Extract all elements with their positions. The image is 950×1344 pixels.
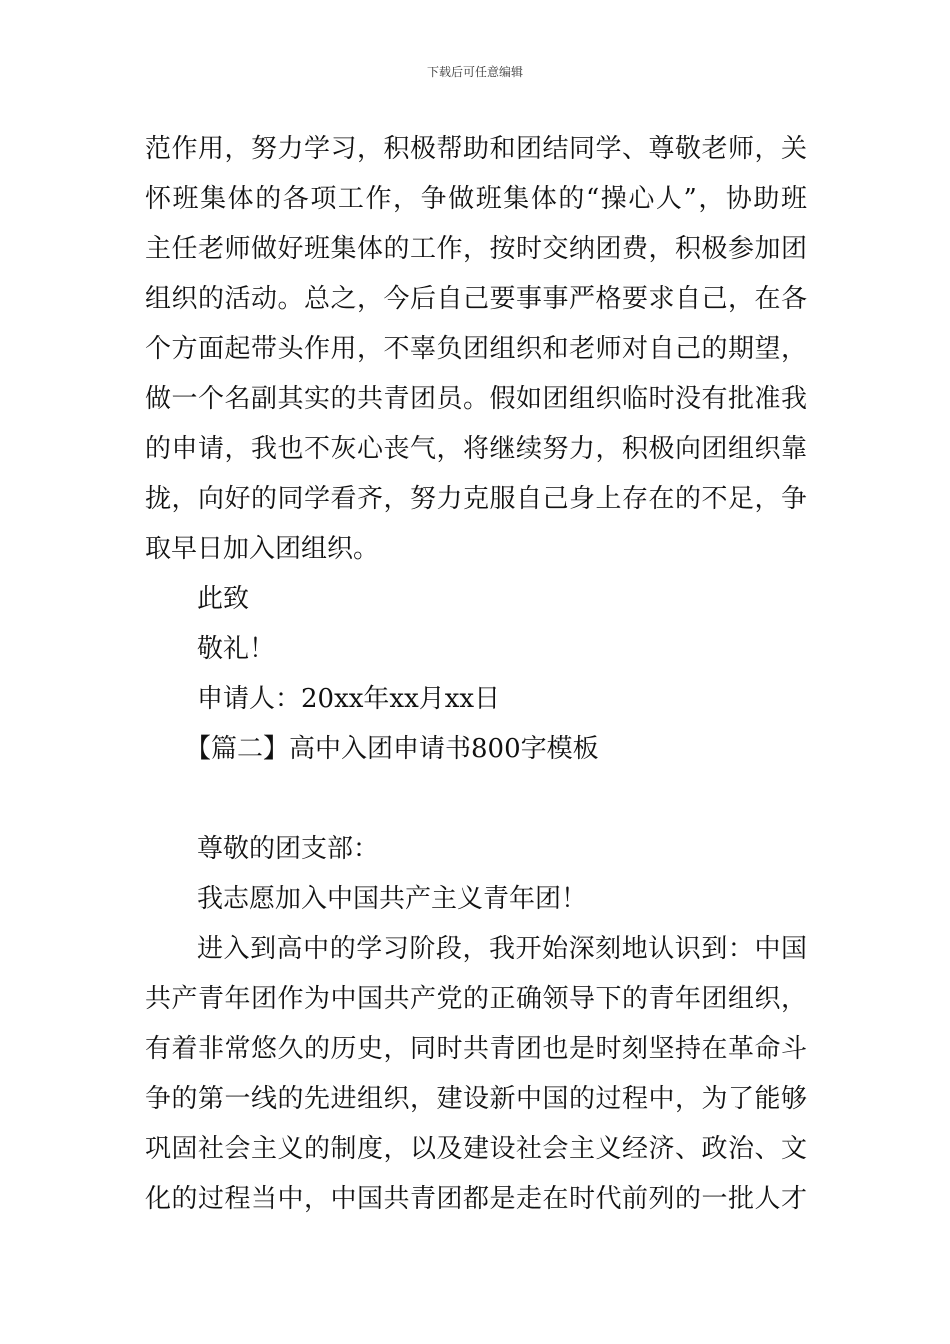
declaration: 我志愿加入中国共产主义青年团！ bbox=[197, 884, 588, 914]
paragraph-line: 主任老师做好班集体的工作，按时交纳团费，积极参加团 bbox=[145, 234, 807, 264]
paragraph-line: 争的第一线的先进组织，建设新中国的过程中，为了能够 bbox=[145, 1084, 807, 1114]
page-header-note: 下载后可任意编辑 bbox=[426, 65, 523, 79]
paragraph-line: 的申请，我也不灰心丧气，将继续努力，积极向团组织靠 bbox=[145, 434, 807, 464]
paragraph-line: 化的过程当中，中国共青团都是走在时代前列的一批人才 bbox=[145, 1184, 807, 1214]
signature-line: 申请人：20xx年xx月xx日 bbox=[197, 684, 501, 714]
section-one bbox=[145, 124, 807, 724]
paragraph-line: 拢，向好的同学看齐，努力克服自己身上存在的不足，争 bbox=[145, 484, 807, 514]
paragraph-line: 取早日加入团组织。 bbox=[145, 534, 380, 564]
paragraph-line: 个方面起带头作用，不辜负团组织和老师对自己的期望， bbox=[145, 334, 807, 364]
paragraph-line: 范作用，努力学习，积极帮助和团结同学、尊敬老师，关 bbox=[145, 134, 807, 164]
paragraph-line: 有着非常悠久的历史，同时共青团也是时刻坚持在革命斗 bbox=[145, 1034, 807, 1064]
paragraph-line: 巩固社会主义的制度，以及建设社会主义经济、政治、文 bbox=[145, 1134, 807, 1164]
paragraph-line: 组织的活动。总之，今后自己要事事严格要求自己，在各 bbox=[145, 284, 807, 314]
paragraph-line: 进入到高中的学习阶段，我开始深刻地认识到：中国 bbox=[197, 934, 807, 964]
closing-ci-zhi: 此致 bbox=[197, 584, 250, 614]
paragraph-line: 做一个名副其实的共青团员。假如团组织临时没有批准我 bbox=[145, 384, 807, 414]
blank-line bbox=[145, 774, 807, 824]
paragraph-line: 怀班集体的各项工作，争做班集体的“操心人”，协助班 bbox=[145, 184, 807, 214]
section-two bbox=[145, 724, 807, 1224]
salutation: 尊敬的团支部： bbox=[197, 834, 380, 864]
paragraph-line: 共产青年团作为中国共产党的正确领导下的青年团组织， bbox=[145, 984, 807, 1014]
document-body bbox=[145, 124, 807, 1224]
section-heading: 【篇二】高中入团申请书800字模板 bbox=[185, 734, 599, 764]
closing-jing-li: 敬礼！ bbox=[197, 634, 276, 664]
